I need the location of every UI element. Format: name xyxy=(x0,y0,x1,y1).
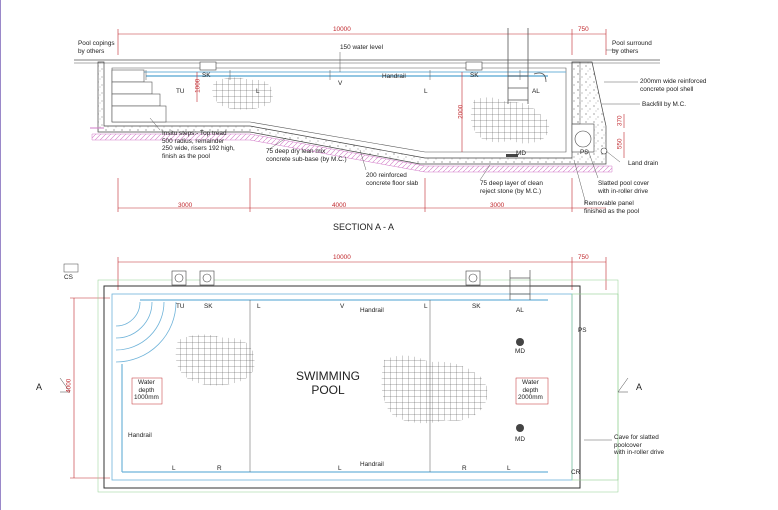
skimmer-right xyxy=(466,62,482,70)
label-pool-cover: Slatted pool cover with in-roller drive xyxy=(598,180,650,195)
plan-mark-sk-2: SK xyxy=(472,303,481,310)
label-backfill: Backfill by M.C. xyxy=(642,101,687,108)
plan-cs: CS xyxy=(64,274,73,281)
plan-bottom-l-2: L xyxy=(338,465,342,472)
tile-grid-patch xyxy=(212,77,273,109)
plan-bottom-r-2: R xyxy=(462,465,467,472)
plan-handrail-left: Handrail xyxy=(128,432,152,439)
mark-md: MD xyxy=(516,150,526,157)
cover-roller xyxy=(575,131,591,147)
tile-grid-patch-plan xyxy=(176,334,255,385)
plan-dim-left: 4000 xyxy=(65,378,73,393)
plan-mark-l-2: L xyxy=(424,303,428,310)
steps-arcs xyxy=(116,302,176,362)
label-land-drain: Land drain xyxy=(628,160,659,167)
plan-md-1: MD xyxy=(515,348,525,355)
dim-base: 550 xyxy=(616,138,624,150)
water-depth-right: Water depth 2000mm xyxy=(518,379,543,402)
plan-handrail-top: Handrail xyxy=(360,307,384,314)
section-dim-right: 750 xyxy=(578,26,589,33)
plan-bottom-l-3: L xyxy=(507,465,511,472)
mark-v: V xyxy=(338,80,343,87)
label-water-level: 150 water level xyxy=(340,44,383,51)
dim-wall: 370 xyxy=(616,115,624,127)
section-marker-right xyxy=(618,378,628,392)
section-mark-right: A xyxy=(636,382,643,392)
mark-l-1: L xyxy=(256,88,260,95)
plan-dim-total: 10000 xyxy=(333,254,351,261)
mark-ps: PS xyxy=(580,149,589,156)
mark-sk-1: SK xyxy=(202,72,211,79)
dim-bottom-1: 3000 xyxy=(178,202,193,209)
mark-l-2: L xyxy=(424,88,428,95)
cover-cave-plan xyxy=(572,294,618,480)
dim-depth: 2000 xyxy=(457,104,465,119)
plan-mark-sk-1: SK xyxy=(204,303,213,310)
label-sub-base: 75 deep dry lean mix concrete sub-base (by M.C.) xyxy=(266,148,347,163)
water-depth-left: Water depth 1000mm xyxy=(134,379,159,402)
main-drain-1 xyxy=(516,338,524,346)
plan-cave-label: Cave for slatted poolcover with in-roller drive xyxy=(614,434,665,457)
plan-ps: PS xyxy=(578,327,587,334)
dim-step-height: 1000 xyxy=(194,78,202,93)
cs-box xyxy=(64,264,78,272)
main-drain-2 xyxy=(516,424,524,432)
plan-mark-tu: TU xyxy=(176,303,185,310)
mark-tu: TU xyxy=(176,88,185,95)
skimmer-left xyxy=(200,62,216,70)
ladder-plan xyxy=(510,270,530,300)
label-steps: Insitu steps:- Top tread 500 radius, remainder 250 wide, risers 192 high, finish as the pool xyxy=(162,130,235,160)
plan-bottom-r-1: R xyxy=(217,465,222,472)
skimmer-plan xyxy=(172,271,480,285)
section-dim-total: 10000 xyxy=(333,26,351,33)
mark-handrail: Handrail xyxy=(382,73,406,80)
label-shell: 200mm wide reinforced concrete pool shell xyxy=(640,78,707,93)
plan-title: SWIMMING POOL xyxy=(296,369,360,397)
plan-cr: CR xyxy=(571,469,581,476)
right-wall xyxy=(572,62,580,124)
plan-mark-v: V xyxy=(340,303,345,310)
plan-dim-right: 750 xyxy=(578,254,589,261)
plan-handrail-bottom: Handrail xyxy=(360,461,384,468)
plan-md-2: MD xyxy=(515,436,525,443)
section-mark-left: A xyxy=(36,382,43,392)
label-pool-copings: Pool copings by others xyxy=(78,40,115,55)
label-reject-stone: 75 deep layer of clean reject stone (by M.C.) xyxy=(480,180,543,195)
mark-sk-2: SK xyxy=(470,72,479,79)
mark-al: AL xyxy=(532,88,540,95)
label-floor-slab: 200 reinforced concrete floor slab xyxy=(366,172,419,187)
section-title: SECTION A - A xyxy=(333,222,395,232)
plan-bottom-l-1: L xyxy=(172,465,176,472)
plan-mark-al: AL xyxy=(516,307,524,314)
dim-bottom-2: 4000 xyxy=(332,202,347,209)
dim-bottom-3: 3000 xyxy=(490,202,505,209)
label-pool-surround: Pool surround by others xyxy=(612,40,652,55)
label-removable-panel: Removable panel finished as the pool xyxy=(584,200,640,215)
plan-mark-l-1: L xyxy=(257,303,261,310)
tile-grid-patch-plan xyxy=(382,355,488,423)
